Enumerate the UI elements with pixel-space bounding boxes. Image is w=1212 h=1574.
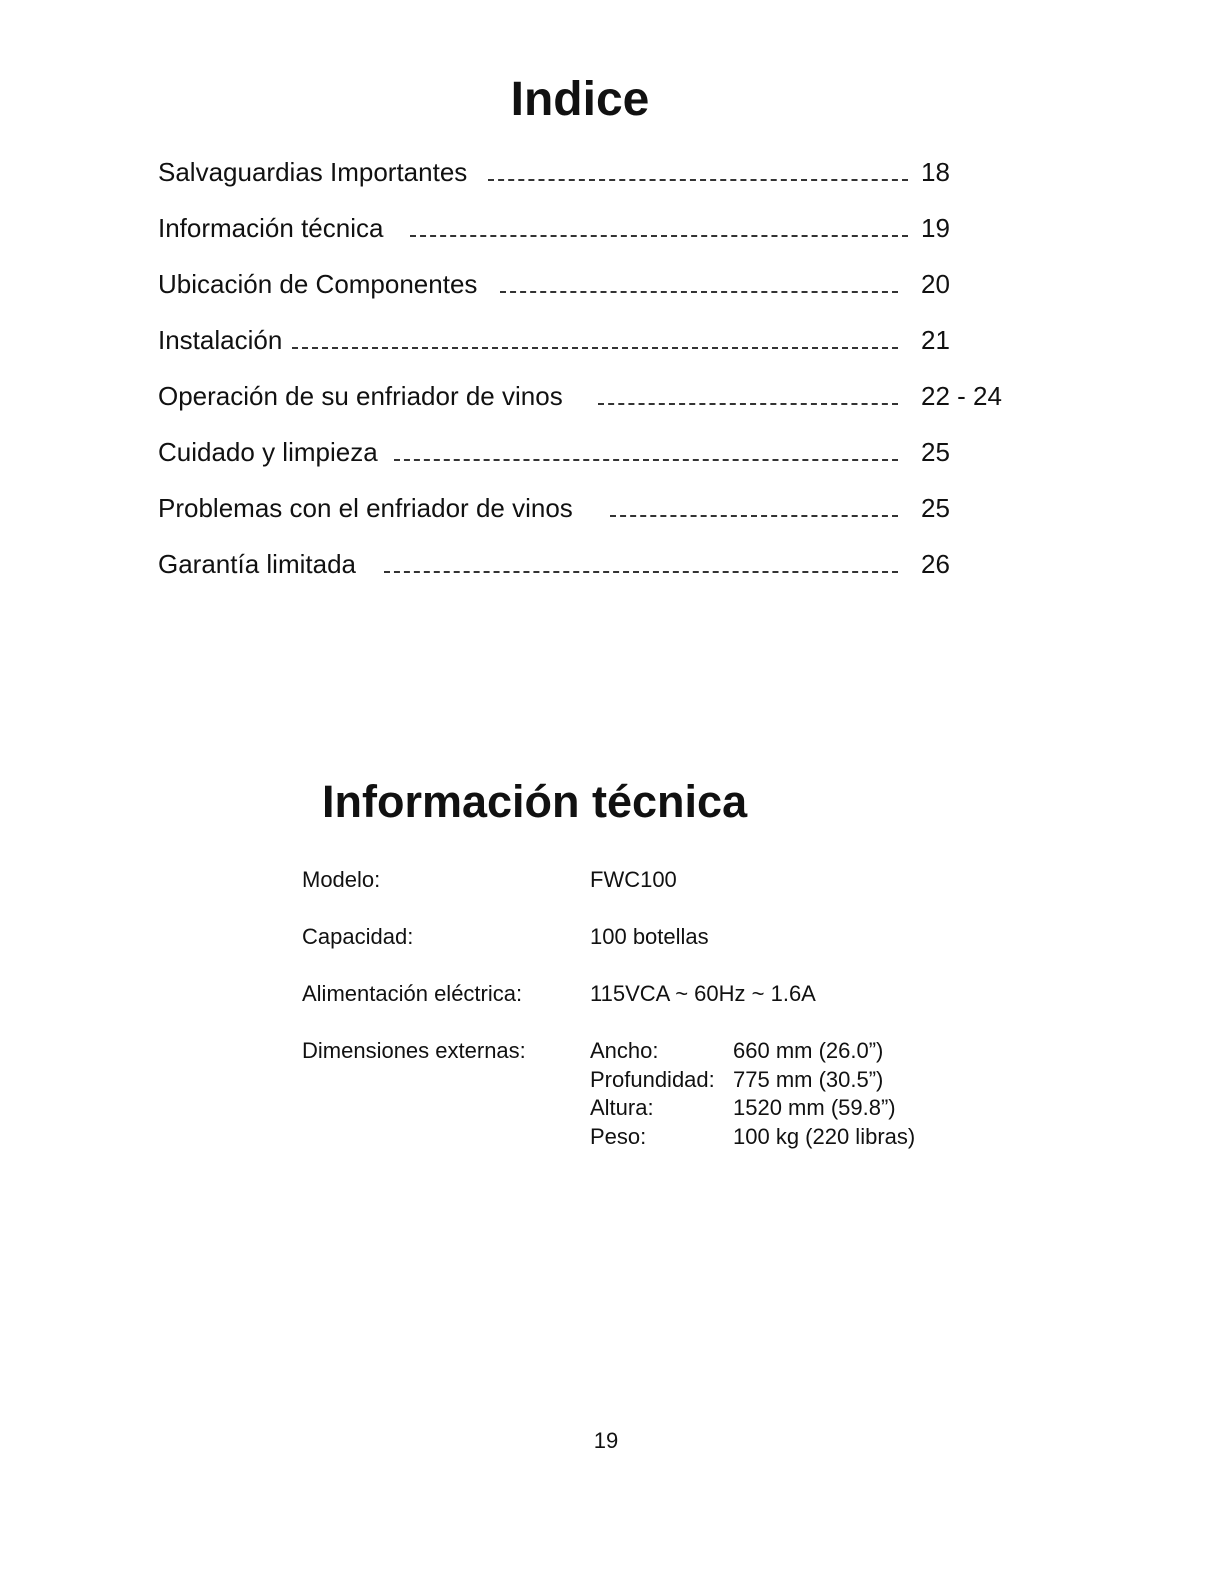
toc-entry[interactable] [158,264,1018,320]
dimension-value: 1520 mm (59.8”) [733,1095,896,1120]
dimension-key: Peso: [590,1123,647,1149]
spec-label: Capacidad: [302,924,414,949]
spec-label: Modelo: [302,867,381,892]
toc-entry-page: 25 [921,493,950,523]
toc-entry[interactable] [158,152,1018,208]
toc-entry-page: 25 [921,437,950,467]
toc-leader [410,235,908,237]
toc-leader [488,179,908,181]
toc-entry-page: 19 [921,213,950,243]
toc-entry-label: Cuidado y limpieza [158,432,378,472]
toc-leader [292,347,898,349]
dimension-key: Ancho: [590,1038,659,1063]
toc-leader [598,403,898,405]
dimension-value: 100 kg (220 libras) [733,1123,916,1149]
toc-entry[interactable] [158,320,1018,376]
table-of-contents [158,152,1018,600]
toc-leader [394,459,898,461]
toc-entry-label: Operación de su enfriador de vinos [158,376,563,416]
toc-entry[interactable] [158,376,1018,432]
page-number: 19 [593,1428,619,1453]
toc-entry-label: Salvaguardias Importantes [158,152,467,192]
toc-entry[interactable] [158,544,1018,600]
toc-leader [384,571,898,573]
tech-info-title: Información técnica [322,776,748,827]
dimension-value: 775 mm (30.5”) [733,1066,884,1092]
toc-entry-page: 26 [921,549,950,579]
toc-entry-label: Garantía limitada [158,544,356,584]
dimension-value: 660 mm (26.0”) [733,1038,884,1063]
toc-entry[interactable] [158,208,1018,264]
toc-entry-page: 22 - 24 [921,381,1002,411]
toc-title: Indice [510,73,650,126]
toc-entry-label: Información técnica [158,208,383,248]
toc-entry-label: Instalación [158,320,282,360]
spec-value: 100 botellas [590,924,709,949]
dimension-key: Profundidad: [590,1066,715,1092]
spec-value: 115VCA ~ 60Hz ~ 1.6A [590,981,816,1006]
toc-entry-label: Problemas con el enfriador de vinos [158,488,573,528]
toc-leader [500,291,898,293]
spec-label: Alimentación eléctrica: [302,981,523,1006]
toc-entry[interactable] [158,488,1018,544]
toc-entry[interactable] [158,432,1018,488]
dimension-key: Altura: [590,1095,654,1120]
spec-value: FWC100 [590,867,677,892]
toc-entry-page: 20 [921,269,950,299]
toc-leader [610,515,898,517]
toc-entry-page: 18 [921,157,950,187]
toc-entry-label: Ubicación de Componentes [158,264,477,304]
spec-label: Dimensiones externas: [302,1038,526,1063]
toc-entry-page: 21 [921,325,950,355]
